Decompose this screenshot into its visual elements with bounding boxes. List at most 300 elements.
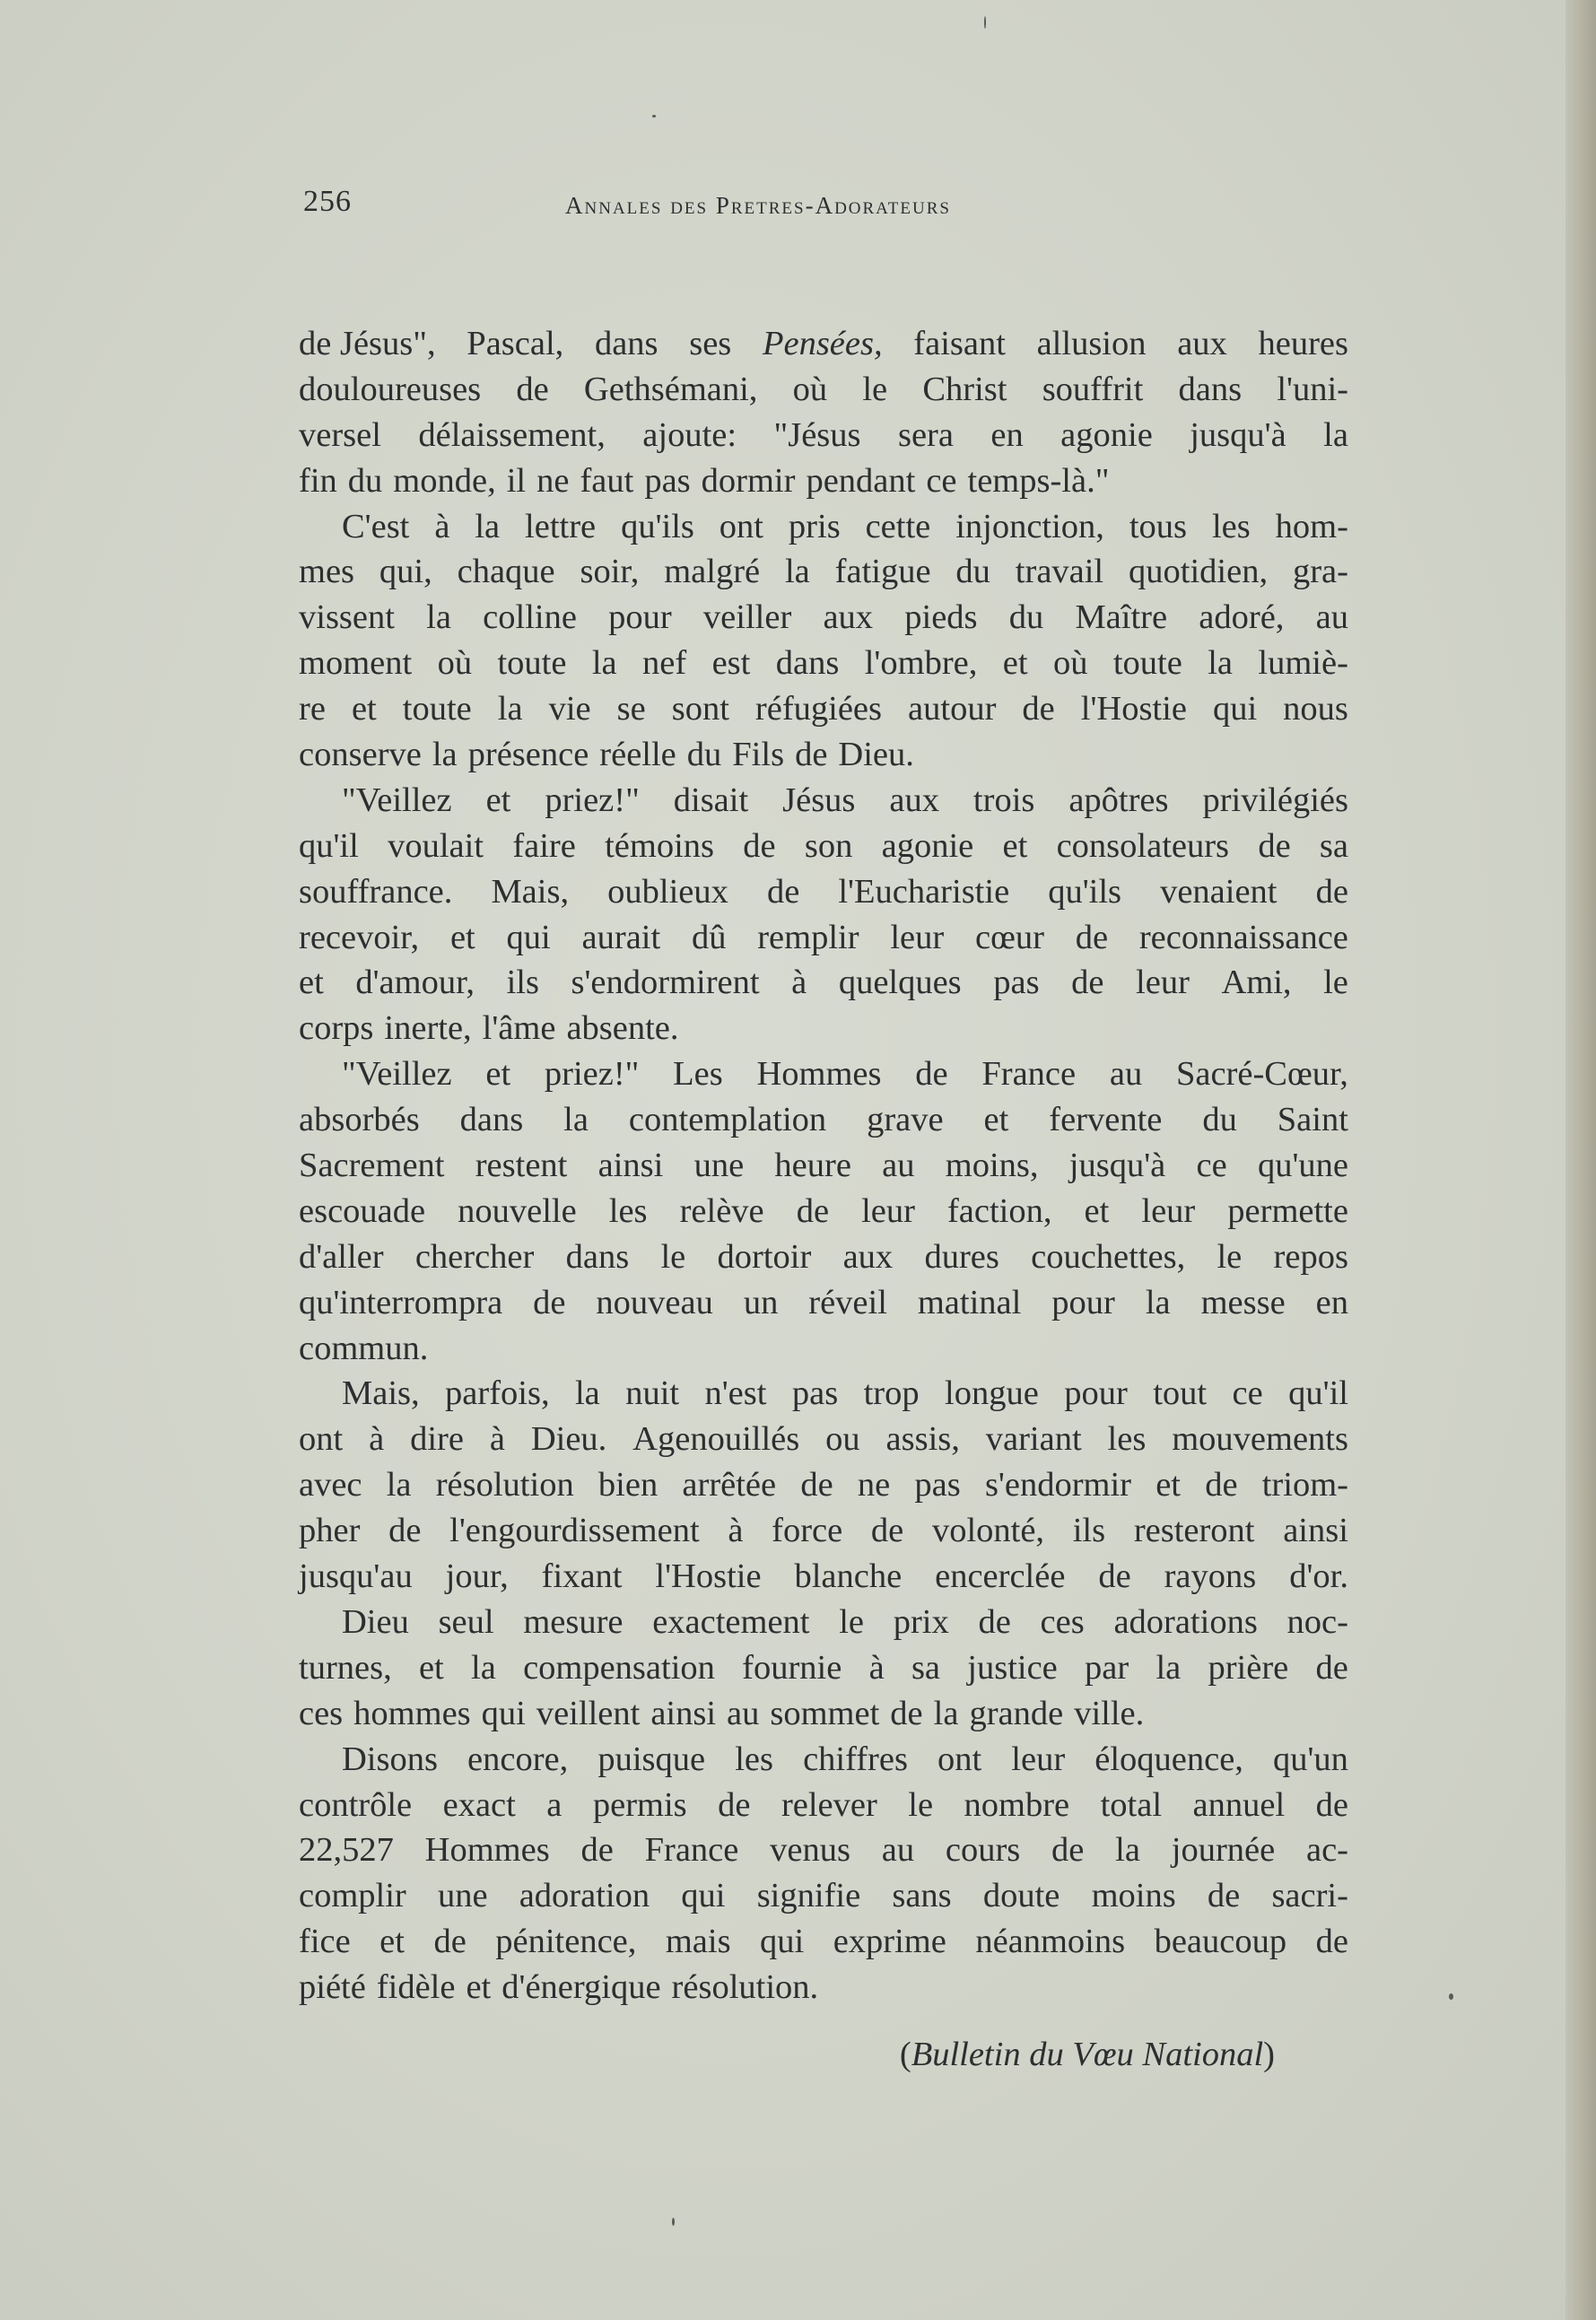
word: longue	[945, 1374, 1039, 1413]
word: et	[983, 1101, 1009, 1139]
word: de Jésus",	[299, 325, 436, 362]
word: sa	[1319, 826, 1348, 865]
word: moins,	[945, 1147, 1039, 1185]
word: 22,527	[299, 1831, 394, 1870]
word: le	[1323, 964, 1348, 1002]
word: fin	[299, 461, 337, 500]
word: bien	[597, 1466, 658, 1505]
text-line	[299, 321, 1348, 367]
word: vissent	[299, 598, 395, 637]
paragraph	[299, 1051, 1348, 1371]
word: heures	[1258, 325, 1348, 362]
word: l'âme	[482, 1009, 556, 1048]
word: priez!"	[544, 1055, 640, 1094]
word: gra-	[1292, 553, 1348, 591]
word: à	[728, 1512, 744, 1550]
word: trois	[972, 781, 1035, 819]
word: les	[608, 1191, 648, 1230]
word: Christ	[922, 370, 1007, 408]
word: qu'il	[1288, 1374, 1348, 1413]
word: Sacrement	[299, 1147, 445, 1185]
word: de	[796, 1191, 830, 1230]
word: qu'une	[1257, 1147, 1348, 1185]
word: Fils	[732, 736, 785, 774]
word: relève	[679, 1191, 764, 1230]
word: du	[1008, 598, 1044, 637]
running-head: Annales des Pretres-Adorateurs	[565, 192, 951, 219]
word: chiffres	[803, 1740, 908, 1778]
text-line	[299, 1326, 1348, 1372]
word: de	[800, 1466, 833, 1505]
word: sera	[897, 415, 954, 454]
word: réfugiées	[754, 690, 883, 728]
text-line	[299, 1873, 1348, 1919]
word: se	[616, 690, 646, 728]
word: dures	[924, 1237, 999, 1276]
word: la	[426, 598, 451, 637]
word: escouade	[299, 1191, 426, 1230]
word: blanche	[794, 1557, 903, 1596]
word: Pensées,	[762, 325, 883, 362]
word: pas	[644, 461, 691, 500]
word: jusqu'à	[1190, 415, 1286, 454]
word: toute	[1112, 644, 1182, 683]
word: le	[839, 1602, 865, 1641]
word: qui	[1212, 690, 1258, 728]
text-line	[299, 1600, 1348, 1645]
word: et	[1156, 1466, 1181, 1505]
text-line	[299, 641, 1348, 686]
word: au	[1315, 598, 1348, 637]
word: leur	[1136, 964, 1190, 1002]
word: leur	[861, 1191, 915, 1230]
word: sacri-	[1271, 1877, 1348, 1915]
word: l'engourdissement	[449, 1512, 700, 1550]
word: qu'il	[299, 826, 359, 865]
word: restent	[475, 1147, 568, 1185]
word: et	[1002, 826, 1028, 865]
word: et	[351, 690, 377, 728]
word: pas	[993, 964, 1040, 1002]
word: puisque	[597, 1740, 706, 1778]
word: qui	[506, 918, 551, 956]
word: de	[795, 736, 828, 774]
word: ainsi	[1283, 1512, 1348, 1550]
word: ils	[506, 964, 539, 1002]
word: France	[981, 1055, 1077, 1094]
text-line	[299, 824, 1348, 869]
source-citation: (Bulletin du Vœu National)	[899, 2036, 1275, 2073]
text-line	[299, 1554, 1348, 1600]
page-header	[303, 185, 1353, 230]
word: lumiè-	[1258, 644, 1348, 683]
word: s'endormirent	[571, 964, 760, 1002]
word: ils	[1072, 1512, 1106, 1550]
word: ce	[1232, 1374, 1263, 1413]
text-line	[299, 778, 1348, 824]
word: d'aller	[299, 1237, 384, 1276]
text-line	[299, 1143, 1348, 1189]
word: pendant	[806, 461, 916, 500]
word: et	[466, 1968, 492, 2007]
word: pris	[788, 507, 841, 545]
word: dans	[594, 325, 658, 362]
text-line	[299, 1783, 1348, 1828]
word: l'Eucharistie	[838, 872, 1010, 911]
word: colline	[483, 598, 577, 637]
word: fice	[299, 1923, 351, 1961]
word: aux	[842, 1237, 894, 1276]
text-line	[299, 1051, 1348, 1097]
word: les	[1211, 507, 1251, 545]
word: arrêtée	[682, 1466, 777, 1505]
word: du	[955, 553, 990, 591]
word: la	[432, 736, 458, 774]
word: mouvements	[1172, 1420, 1348, 1459]
word: la	[1115, 1831, 1140, 1870]
word: avec	[299, 1466, 362, 1505]
word: encore,	[467, 1740, 569, 1778]
text-line	[299, 732, 1348, 778]
word: il	[506, 461, 527, 500]
word: priez!"	[545, 781, 640, 819]
text-line	[299, 1006, 1348, 1051]
word: résolution	[435, 1466, 574, 1505]
word: de	[766, 872, 800, 911]
word: présence	[467, 736, 589, 774]
word: de	[890, 1694, 923, 1732]
word: de	[1207, 1877, 1241, 1915]
word: le	[660, 1237, 686, 1276]
word: exprime	[833, 1923, 946, 1961]
word: qu'interrompra	[299, 1283, 503, 1321]
word: dans	[459, 1101, 524, 1139]
word: de	[1258, 826, 1291, 865]
word: où	[792, 370, 828, 408]
word: la	[563, 1101, 589, 1139]
word: recevoir,	[299, 918, 420, 956]
word: et	[379, 1923, 405, 1961]
word: assis,	[885, 1420, 960, 1459]
word: messe	[1200, 1283, 1286, 1321]
word: inerte,	[384, 1009, 472, 1048]
word: Hommes	[424, 1831, 550, 1870]
word: ces	[299, 1694, 344, 1732]
word: réelle	[599, 736, 676, 774]
word: venaient	[1160, 872, 1278, 911]
word: exact	[442, 1785, 516, 1824]
word: prière	[1208, 1648, 1289, 1687]
word: Hommes	[756, 1055, 882, 1094]
word: quelques	[838, 964, 962, 1002]
word: de	[1098, 1557, 1131, 1596]
word: leur	[1141, 1191, 1196, 1230]
word: nuit	[625, 1374, 680, 1413]
word: la	[1208, 644, 1233, 683]
word: faire	[512, 826, 576, 865]
word: l'Hostie	[655, 1557, 762, 1596]
word: "Jésus	[773, 415, 861, 454]
word: fatigue	[834, 553, 931, 591]
word: complir	[299, 1877, 406, 1915]
word: ville.	[1074, 1694, 1145, 1732]
paragraph	[299, 504, 1348, 778]
word: de	[516, 370, 549, 408]
paper-speck	[672, 2218, 675, 2226]
word: piété	[299, 1968, 366, 2007]
word: de	[580, 1831, 614, 1870]
word: sa	[911, 1648, 941, 1687]
text-line	[299, 1371, 1348, 1417]
word: sont	[671, 690, 729, 728]
word: de	[1315, 872, 1348, 911]
word: de	[1022, 690, 1055, 728]
word: d'énergique	[501, 1968, 661, 2007]
word: mes	[299, 553, 355, 591]
word: jusqu'à	[1068, 1147, 1166, 1185]
word: de	[388, 1512, 422, 1550]
word: permette	[1227, 1191, 1348, 1230]
word: Saint	[1277, 1101, 1348, 1139]
word: qu'ils	[621, 507, 694, 545]
paragraph	[299, 1737, 1348, 2010]
word: souffrit	[1042, 370, 1144, 408]
word: commun.	[299, 1329, 429, 1367]
word: de	[1075, 918, 1109, 956]
word: nouvelle	[458, 1191, 577, 1230]
word: contemplation	[628, 1101, 827, 1139]
word: pieds	[904, 598, 978, 637]
word: mais	[665, 1923, 731, 1961]
word: journée	[1171, 1831, 1276, 1870]
word: monde,	[393, 461, 496, 500]
word: agonie	[1060, 415, 1153, 454]
text-line	[299, 869, 1348, 915]
word: nombre	[964, 1785, 1070, 1824]
word: matinal	[917, 1283, 1022, 1321]
word: toute	[402, 690, 472, 728]
text-line	[299, 413, 1348, 458]
word: faction,	[946, 1191, 1052, 1230]
word: la	[1323, 415, 1348, 454]
word: a	[546, 1785, 563, 1824]
word: adoré,	[1199, 598, 1285, 637]
word: Sacré-Cœur,	[1175, 1055, 1348, 1094]
word: de	[1205, 1466, 1238, 1505]
word: reconnaissance	[1138, 918, 1348, 956]
word: compensation	[523, 1648, 715, 1687]
text-line	[299, 367, 1348, 413]
word: force	[772, 1512, 843, 1550]
word: jour,	[445, 1557, 509, 1596]
word: jusqu'au	[299, 1557, 413, 1596]
word: les	[735, 1740, 773, 1778]
word: chercher	[414, 1237, 535, 1276]
word: et	[418, 1648, 444, 1687]
page-edge	[1565, 0, 1596, 2320]
word: corps	[299, 1009, 374, 1048]
text-line	[299, 1280, 1348, 1326]
word: de	[433, 1923, 467, 1961]
word: total	[1100, 1785, 1163, 1824]
word: de	[1051, 1831, 1085, 1870]
text-line	[299, 1508, 1348, 1554]
word: faisant	[913, 325, 1006, 362]
word: voulait	[388, 826, 484, 865]
word: ces	[1040, 1602, 1085, 1641]
word: hom-	[1275, 507, 1348, 545]
word: nouveau	[596, 1283, 713, 1321]
word: couchettes,	[1031, 1237, 1186, 1276]
word: du	[1202, 1101, 1237, 1139]
word: noc-	[1286, 1602, 1348, 1641]
word: pas	[914, 1466, 961, 1505]
word: ce	[1196, 1147, 1227, 1185]
word: la	[1156, 1648, 1182, 1687]
word: Mais,	[491, 872, 570, 911]
word: aux	[823, 598, 874, 637]
word: n'est	[704, 1374, 767, 1413]
word: fervente	[1049, 1101, 1163, 1139]
word: justice	[967, 1648, 1058, 1687]
word: cœur	[974, 918, 1044, 956]
word: les	[1107, 1420, 1147, 1459]
word: conserve	[299, 736, 422, 774]
word: Les	[673, 1055, 723, 1094]
text-line	[299, 1234, 1348, 1280]
word: ont	[719, 507, 763, 545]
text-line	[299, 458, 1348, 504]
word: la	[386, 1466, 412, 1505]
word: dortoir	[717, 1237, 812, 1276]
word: Agenouillés	[632, 1420, 800, 1459]
word: Maître	[1075, 598, 1168, 637]
word: adorations	[1113, 1602, 1258, 1641]
word: nef	[642, 644, 687, 683]
source-title: Bulletin du Vœu National	[911, 2036, 1264, 2073]
word: fournie	[742, 1648, 842, 1687]
text-line	[299, 1189, 1348, 1234]
word: en	[990, 415, 1024, 454]
word: l'Hostie	[1080, 690, 1187, 728]
word: aux	[1177, 325, 1227, 362]
word: souffrance.	[299, 872, 453, 911]
word: de	[1315, 1923, 1348, 1961]
word: ne	[857, 1466, 891, 1505]
word: tout	[1153, 1374, 1208, 1413]
word: encerclée	[935, 1557, 1066, 1596]
word: Dieu.	[530, 1420, 607, 1459]
word: C'est	[342, 507, 410, 545]
word: la	[591, 644, 617, 683]
word: cette	[865, 507, 931, 545]
word: sommet	[770, 1694, 880, 1732]
word: ce	[926, 461, 957, 500]
word: tous	[1129, 507, 1188, 545]
word: Dieu	[342, 1602, 409, 1641]
word: grande	[969, 1694, 1064, 1732]
word: grave	[867, 1101, 944, 1139]
word: où	[1052, 644, 1088, 683]
word: pour	[1051, 1283, 1115, 1321]
word: délaissement,	[418, 415, 606, 454]
text-line	[299, 549, 1348, 595]
word: beaucoup	[1154, 1923, 1287, 1961]
word: seul	[438, 1602, 494, 1641]
word: lettre	[525, 507, 597, 545]
text-line	[299, 1965, 1348, 2010]
word: où	[437, 644, 473, 683]
word: de	[533, 1283, 566, 1321]
word: annuel	[1192, 1785, 1286, 1824]
word: du	[686, 736, 722, 774]
word: turnes,	[299, 1648, 392, 1687]
word: une	[693, 1147, 745, 1185]
word: ses	[689, 325, 732, 362]
text-line	[299, 1462, 1348, 1508]
word: mesure	[523, 1602, 624, 1641]
word: rayons	[1164, 1557, 1257, 1596]
page-number: 256	[303, 185, 352, 218]
word: s'endormir	[984, 1466, 1131, 1505]
word: doute	[982, 1877, 1060, 1915]
word: le	[908, 1785, 934, 1824]
word: moment	[299, 644, 413, 683]
word: soir,	[580, 553, 640, 591]
word: absorbés	[299, 1101, 420, 1139]
word: à	[369, 1420, 385, 1459]
word: allusion	[1036, 325, 1147, 362]
word: prix	[893, 1602, 949, 1641]
word: réveil	[808, 1283, 887, 1321]
word: signifie	[756, 1877, 861, 1915]
word: et	[1002, 644, 1028, 683]
word: d'or.	[1289, 1557, 1348, 1596]
word: qu'ils	[1048, 872, 1122, 911]
word: veillent	[536, 1694, 641, 1732]
word: de	[1315, 1648, 1348, 1687]
word: qui	[681, 1877, 726, 1915]
word: du	[347, 461, 383, 500]
word: et	[485, 1055, 511, 1094]
word: versel	[299, 415, 381, 454]
word: en	[1315, 1283, 1348, 1321]
word: pour	[608, 598, 672, 637]
word: résolution.	[671, 1968, 819, 2007]
word: son	[804, 826, 853, 865]
text-line	[299, 1417, 1348, 1462]
word: vie	[548, 690, 591, 728]
word: Mais,	[342, 1374, 420, 1413]
word: privilégiés	[1202, 781, 1348, 819]
word: et	[485, 781, 511, 819]
word: l'ombre,	[864, 644, 978, 683]
paragraph	[299, 1371, 1348, 1599]
word: la	[574, 1374, 600, 1413]
word: fixant	[541, 1557, 623, 1596]
word: consolateurs	[1056, 826, 1230, 865]
word: au	[727, 1694, 760, 1732]
paragraph	[299, 778, 1348, 1051]
word: apôtres	[1068, 781, 1169, 819]
word: néanmoins	[975, 1923, 1126, 1961]
word: ou	[825, 1420, 860, 1459]
word: heure	[774, 1147, 851, 1185]
word: autour	[908, 690, 997, 728]
word: dire	[410, 1420, 464, 1459]
word: leur	[890, 918, 945, 956]
word: à	[868, 1648, 885, 1687]
